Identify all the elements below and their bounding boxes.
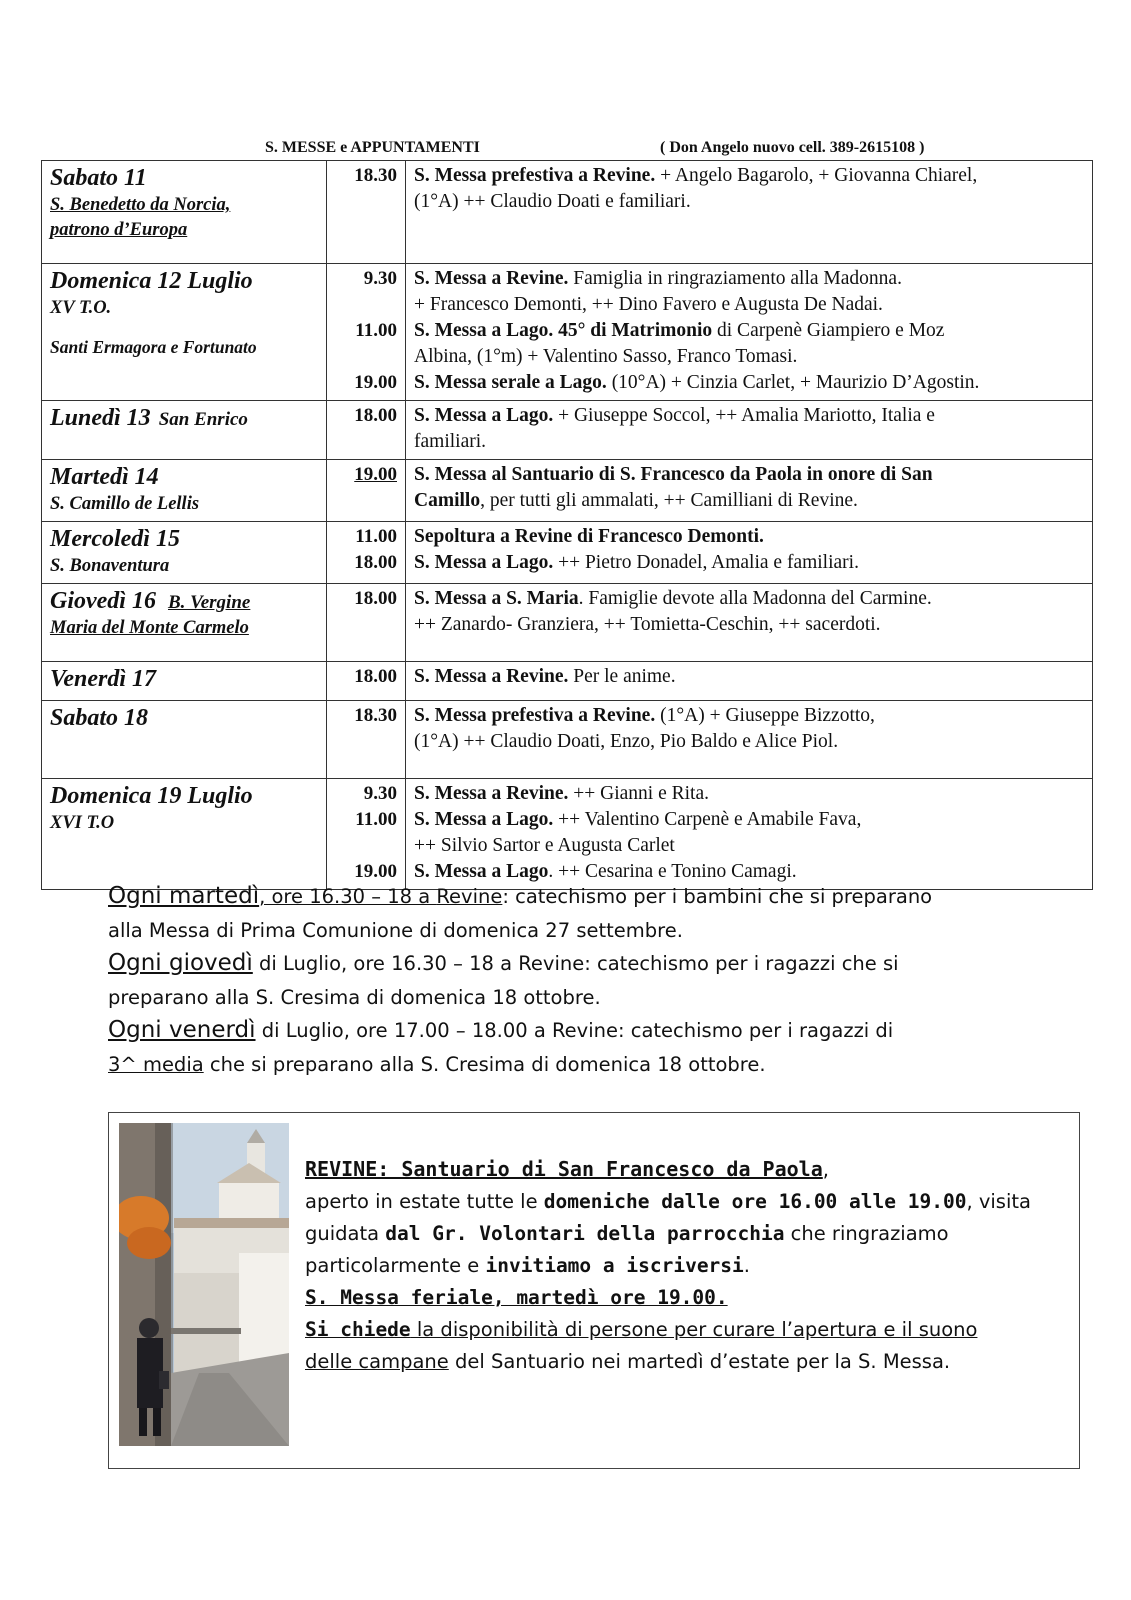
desc-cell [406, 584, 1093, 662]
time: 18.00 [354, 588, 397, 609]
box-line: aperto in estate tutte le domeniche dalle ore 16.00 alle 19.00, visita [305, 1190, 1031, 1213]
desc-cell [406, 460, 1093, 522]
time-cell [327, 460, 406, 522]
time: 9.30 [363, 268, 397, 289]
day-name: Domenica 12 Luglio [50, 268, 253, 294]
day-cell [42, 779, 327, 890]
box-line: particolarmente e invitiamo a iscriversi. [305, 1254, 750, 1277]
desc-line: S. Messa a S. Maria. Famiglie devote alla Madonna del Carmine. [414, 588, 932, 609]
catechism-notes [108, 880, 1008, 1081]
box-line: S. Messa feriale, martedì ore 19.00. [305, 1286, 728, 1309]
time: 19.00 [354, 372, 397, 393]
schedule-table [41, 160, 1093, 890]
note-line: 3^ media che si preparano alla S. Cresima di domenica 18 ottobre. [108, 1052, 766, 1076]
table-row [42, 701, 1093, 779]
desc-line: S. Messa serale a Lago. (10°A) + Cinzia Carlet, + Maurizio D’Agostin. [414, 372, 980, 393]
time: 11.00 [355, 526, 397, 547]
time: 18.30 [354, 165, 397, 186]
desc-line: (1°A) ++ Claudio Doati e familiari. [414, 191, 691, 212]
day-name: Lunedì 13 [50, 405, 151, 431]
day-saint: S. Camillo de Lellis [50, 494, 200, 514]
day-saint-2: Maria del Monte Carmelo [50, 618, 249, 638]
time: 18.00 [354, 552, 397, 573]
page-title: S. MESSE e APPUNTAMENTI [265, 139, 480, 156]
day-name: Venerdì 17 [50, 666, 157, 692]
desc-line: S. Messa a Lago. ++ Cesarina e Tonino Camagi. [414, 861, 797, 882]
desc-line: S. Messa a Lago. 45° di Matrimonio di Carpenè Giampiero e Moz [414, 320, 945, 341]
time-cell [327, 701, 406, 779]
note-line: Ogni venerdì di Luglio, ore 17.00 – 18.00 a Revine: catechismo per i ragazzi di [108, 1017, 894, 1043]
table-row [42, 584, 1093, 662]
desc-line: Camillo, per tutti gli ammalati, ++ Camilliani di Revine. [414, 490, 858, 511]
time: 9.30 [363, 783, 397, 804]
table-row [42, 779, 1093, 890]
day-cell [42, 522, 327, 584]
day-name: Giovedì 16 [50, 588, 156, 614]
desc-line: Sepoltura a Revine di Francesco Demonti. [414, 526, 764, 547]
note-lead: Ogni martedì [108, 883, 260, 909]
desc-line: ++ Silvio Sartor e Augusta Carlet [414, 835, 675, 856]
desc-line: + Francesco Demonti, ++ Dino Favero e Augusta De Nadai. [414, 294, 883, 315]
note-lead: Ogni giovedì [108, 950, 253, 976]
photo-illustration [119, 1123, 289, 1446]
time: 18.00 [354, 405, 397, 426]
box-line: guidata dal Gr. Volontari della parrocchia che ringraziamo [305, 1222, 949, 1245]
desc-line: S. Messa a Lago. ++ Valentino Carpenè e Amabile Fava, [414, 809, 862, 830]
note-lead: Ogni venerdì [108, 1017, 256, 1043]
time: 11.00 [355, 809, 397, 830]
time-cell [327, 161, 406, 264]
table-row [42, 264, 1093, 401]
desc-line: Albina, (1°m) + Valentino Sasso, Franco Tomasi. [414, 346, 798, 367]
day-name: Domenica 19 Luglio [50, 783, 253, 809]
desc-line: S. Messa prefestiva a Revine. (1°A) + Giuseppe Bizzotto, [414, 705, 875, 726]
day-saint: S. Bonaventura [50, 556, 170, 576]
desc-cell [406, 701, 1093, 779]
desc-cell [406, 522, 1093, 584]
day-cell [42, 460, 327, 522]
liturgical-week: XVI T.O [50, 813, 115, 833]
sanctuary-info-box [108, 1112, 1080, 1469]
table-row [42, 522, 1093, 584]
time-cell [327, 584, 406, 662]
day-name: Martedì 14 [50, 464, 159, 490]
day-name: Mercoledì 15 [50, 526, 180, 552]
day-saint: S. Benedetto da Norcia, [50, 195, 231, 215]
liturgical-week: XV T.O. [50, 298, 112, 318]
desc-line: ++ Zanardo- Granziera, ++ Tomietta-Ceschin, ++ sacerdoti. [414, 614, 881, 635]
box-title-line: REVINE: Santuario di San Francesco da Paola, [305, 1157, 829, 1181]
day-name: Sabato 18 [50, 705, 149, 731]
desc-line: S. Messa prefestiva a Revine. + Angelo Bagarolo, + Giovanna Chiarel, [414, 165, 978, 186]
time-cell [327, 401, 406, 460]
day-saint: San Enrico [158, 409, 248, 430]
desc-line: S. Messa a Lago. ++ Pietro Donadel, Amalia e familiari. [414, 552, 859, 573]
desc-line: S. Messa a Revine. Famiglia in ringraziamento alla Madonna. [414, 268, 902, 289]
table-row [42, 161, 1093, 264]
desc-cell [406, 401, 1093, 460]
time-cell [327, 662, 406, 701]
day-cell [42, 584, 327, 662]
desc-line: S. Messa a Revine. Per le anime. [414, 666, 676, 687]
contact-info: ( Don Angelo nuovo cell. 389-2615108 ) [660, 139, 925, 156]
day-saint: Santi Ermagora e Fortunato [50, 337, 257, 357]
time-cell [327, 779, 406, 890]
desc-line: S. Messa a Lago. + Giuseppe Soccol, ++ Amalia Mariotto, Italia e [414, 405, 935, 426]
desc-line: S. Messa a Revine. ++ Gianni e Rita. [414, 783, 709, 804]
time: 18.30 [354, 705, 397, 726]
time: 19.00 [354, 464, 397, 485]
box-line: delle campane del Santuario nei martedì d’estate per la S. Messa. [305, 1350, 951, 1373]
desc-line: (1°A) ++ Claudio Doati, Enzo, Pio Baldo e Alice Piol. [414, 731, 839, 752]
sanctuary-photo [119, 1123, 289, 1446]
desc-cell [406, 779, 1093, 890]
table-row [42, 662, 1093, 701]
day-saint: B. Vergine [167, 592, 251, 613]
desc-cell [406, 161, 1093, 264]
day-name: Sabato 11 [50, 165, 147, 191]
table-row [42, 401, 1093, 460]
note-line: Ogni martedì, ore 16.30 – 18 a Revine: catechismo per i bambini che si preparano [108, 883, 933, 909]
time-cell [327, 264, 406, 401]
time: 19.00 [354, 861, 397, 882]
desc-line: S. Messa al Santuario di S. Francesco da Paola in onore di San [414, 464, 933, 485]
day-cell [42, 701, 327, 779]
note-line: alla Messa di Prima Comunione di domenica 27 settembre. [108, 918, 683, 942]
desc-cell [406, 264, 1093, 401]
day-cell [42, 662, 327, 701]
time: 11.00 [355, 320, 397, 341]
box-line: Si chiede la disponibilità di persone per curare l’apertura e il suono [305, 1318, 978, 1341]
day-saint-2: patrono d’Europa [50, 220, 188, 240]
note-line: preparano alla S. Cresima di domenica 18 ottobre. [108, 985, 601, 1009]
desc-cell [406, 662, 1093, 701]
box-title: REVINE: Santuario di San Francesco da Paola [305, 1157, 823, 1181]
desc-line: familiari. [414, 431, 487, 452]
table-row [42, 460, 1093, 522]
sanctuary-text [305, 1153, 1065, 1378]
day-cell [42, 401, 327, 460]
time: 18.00 [354, 666, 397, 687]
time-cell [327, 522, 406, 584]
day-cell [42, 161, 327, 264]
note-line: Ogni giovedì di Luglio, ore 16.30 – 18 a Revine: catechismo per i ragazzi che si [108, 950, 899, 976]
day-cell [42, 264, 327, 401]
